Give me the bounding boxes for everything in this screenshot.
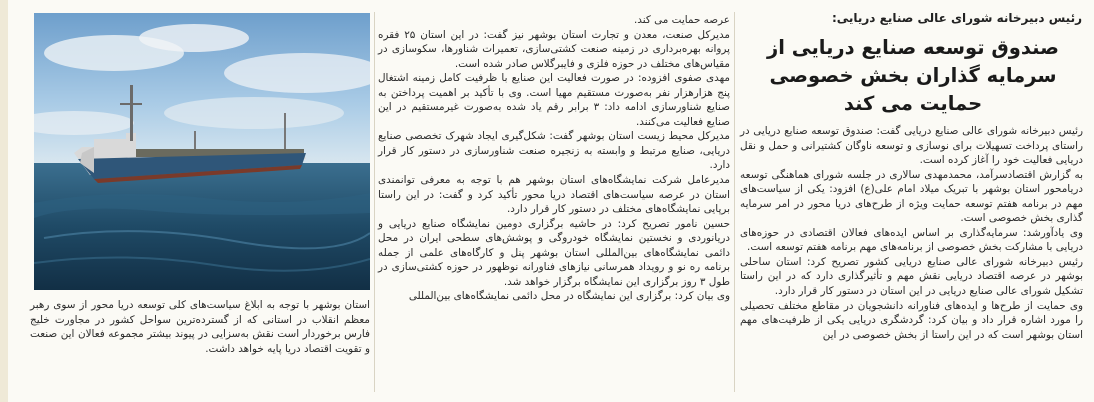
page-edge-strip [0, 0, 8, 402]
paragraph: حسین نامور تصریح کرد: در حاشیه برگزاری دومین نمایشگاه صنایع دریایی و دریانوردی و نخستین نمایشگاه خودروگی و پوشش‌های سطحی ایران در محل دائمی نمایشگاه‌های بین‌المللی استان بوشهر پنل و کارگاه‌های علمی از جمله برنامه ره نو و رویداد همرسانی نیازهای فناورانه نوظهور در حوزه کشتی‌سازی در طول ۳ روز برگزاری این نمایشگاه برگزار خواهد شد. [378, 217, 730, 288]
article-headline: صندوق توسعه صنایع دریایی از سرمایه گذاران بخش خصوصی حمایت می کند [767, 36, 1059, 115]
paragraph: وی بیان کرد: برگزاری این نمایشگاه در محل دائمی نمایشگاه‌های بین‌المللی [408, 290, 730, 303]
article-kicker: رئیس دبیرخانه شورای عالی صنایع دریایی: [831, 11, 1082, 25]
paragraph: مدیرکل صنعت، معدن و تجارت استان بوشهر نیز گفت: در این استان ۲۵ فقره پروانه بهره‌برداری در زمینه صنعت کشتی‌سازی، تعمیرات شناورها، سکوسازی در مقیاس‌های مختلف در حوزه فلزی و فایبرگلاس صادر شده است. [378, 28, 730, 70]
column-divider [734, 12, 735, 392]
article-column-right [740, 124, 1083, 342]
article-column-left [30, 298, 370, 356]
paragraph: عرصه حمایت می کند. [634, 14, 730, 26]
paragraph: مدیرعامل شرکت نمایشگاه‌های استان بوشهر هم با توجه به معرفی توانمندی استان در عرصه سیاست‌های اقتصاد دریا محور تأکید کرد و گفت: در این راستا برپایی نمایشگاه‌های مختلف در دستور کار قرار دارد. [378, 174, 730, 216]
paragraph: به گزارش اقتصادسرآمد، محمدمهدی سالاری در جلسه شورای هماهنگی توسعه دریامحور استان بوشهر با تبریک میلاد امام علی(ع) افزود: یکی از سیاست‌های مهم در برنامه هفتم توسعه حمایت ویژه از طرح‌های دریا محور در امر سرمایه گذاری بخش خصوصی است. [740, 168, 1083, 225]
column-divider [374, 12, 375, 392]
cargo-ship-image [34, 13, 370, 290]
paragraph: استان بوشهر با توجه به ابلاغ سیاست‌های کلی توسعه دریا محور از سوی رهبر معظم انقلاب در استانی که از گسترده‌ترین سواحل کشور در مجاورت خلیج فارس برخوردار است نقش به‌سزایی در پیوند بیشتر مجموعه فعالان این صنعت و تقویت اقتصاد دریا پایه خواهد داشت. [30, 299, 370, 355]
paragraph: مدیرکل محیط زیست استان بوشهر گفت: شکل‌گیری ایجاد شهرک تخصصی صنایع دریایی، صنایع مرتبط و وابسته به زنجیره صنعت شناورسازی در دستور کار قرار دارد. [378, 130, 730, 172]
article-column-middle [378, 13, 730, 304]
paragraph: رئیس دبیرخانه شورای عالی صنایع دریایی گفت: صندوق توسعه صنایع دریایی در راستای پرداخت تسهیلات برای نوسازی و توسعه ناوگان کشتیرانی و حمل و نقل دریایی فعالیت خود را آغاز کرده است. [740, 125, 1083, 167]
paragraph: مهدی صفوی افزوده: در صورت فعالیت این صنایع با ظرفیت کامل زمینه اشتغال پنج هزارهزار نفر به‌صورت مستقیم مهیا است. وی با تأکید بر اهمیت پرداختن به صنایع شناورسازی ادامه داد: ۳ برابر رقم یاد شده به‌صورت غیرمستقیم در این صنایع فعالیت می‌کنند. [378, 72, 730, 128]
ship-photo [34, 13, 370, 290]
paragraph: وی حمایت از طرح‌ها و ایده‌های فناورانه دانشجویان در مقاطع مختلف تحصیلی را مورد اشاره قرار داد و بیان کرد: گردشگری دریایی یکی از ظرفیت‌های مهم استان بوشهر است که در این راستا از بخش خصوصی در این [740, 299, 1083, 341]
paragraph: رئیس دبیرخانه شورای عالی صنایع دریایی کشور تصریح کرد: استان ساحلی بوشهر در عرصه اقتصاد دریایی نقش مهم و تأثیرگذاری دارد که در این راستا تشکیل شورای عالی صنایع دریایی در این استان در دستور کار قرار دارد. [740, 255, 1083, 298]
paragraph: وی یادآورشد: سرمایه‌گذاری بر اساس ایده‌های فعالان اقتصادی در حوزه‌های دریایی با مشارکت بخش خصوصی از برنامه‌های مهم برنامه هفتم توسعه است. [740, 226, 1083, 254]
